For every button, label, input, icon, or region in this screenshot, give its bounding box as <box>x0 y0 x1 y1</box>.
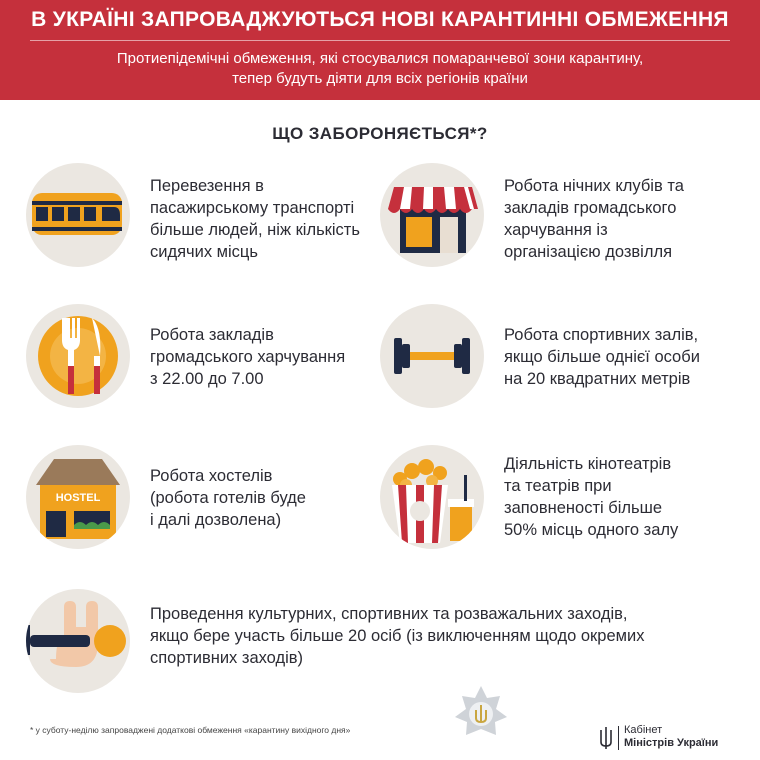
logo-line-2: Міністрів України <box>624 737 719 749</box>
page-title: В УКРАЇНІ ЗАПРОВАДЖУЮТЬСЯ НОВІ КАРАНТИННІ ОБМЕЖЕННЯ <box>31 8 729 31</box>
restriction-text: Робота нічних клубів та закладів громадського харчування із організацією дозвілля <box>504 177 684 261</box>
trident-icon <box>598 726 614 750</box>
footnote: * у суботу-неділю запроваджені додаткові обмеження «карантину вихідного дня» <box>30 725 351 735</box>
fork-knife-icon <box>26 304 130 408</box>
popcorn-icon <box>380 445 484 549</box>
restaurant-shop-icon <box>380 163 484 267</box>
logo-line-1: Кабінет <box>624 724 663 736</box>
section-title: ЩО ЗАБОРОНЯЄТЬСЯ*? <box>272 124 488 143</box>
page-subtitle: Протиепідемічні обмеження, які стосувалися помаранчевої зони карантину, тепер будуть діяти для всіх регіонів країни <box>116 50 644 87</box>
cabinet-ministers-logo <box>598 724 748 754</box>
police-star-badge-icon <box>452 684 510 747</box>
logo-divider <box>618 726 619 750</box>
header-divider <box>30 40 730 41</box>
dumbbell-icon <box>380 304 484 408</box>
restriction-text: Перевезення в пасажирському транспорті більше людей, ніж кількість сидячих місць <box>150 177 360 261</box>
restriction-text: Робота спортивних залів, якщо більше однієї особи на 20 квадратних метрів <box>504 326 700 388</box>
restriction-text: Діяльність кінотеатрів та театрів при заповненості більше 50% місць одного залу <box>504 455 679 539</box>
hostel-sign-label: HOSTEL <box>55 492 101 504</box>
train-icon <box>26 163 130 267</box>
restriction-text: Робота закладів громадського харчування з 22.00 до 7.00 <box>150 326 346 388</box>
header-banner <box>0 0 760 100</box>
microphone-rock-hand-icon <box>26 589 130 693</box>
hostel-icon <box>26 445 130 549</box>
restriction-text: Робота хостелів (робота готелів буде і далі дозволена) <box>150 467 306 529</box>
restriction-text: Проведення культурних, спортивних та розважальних заходів, якщо бере участь більше 20 осіб (із виключенням щодо окремих спортивних заходів) <box>150 605 645 667</box>
